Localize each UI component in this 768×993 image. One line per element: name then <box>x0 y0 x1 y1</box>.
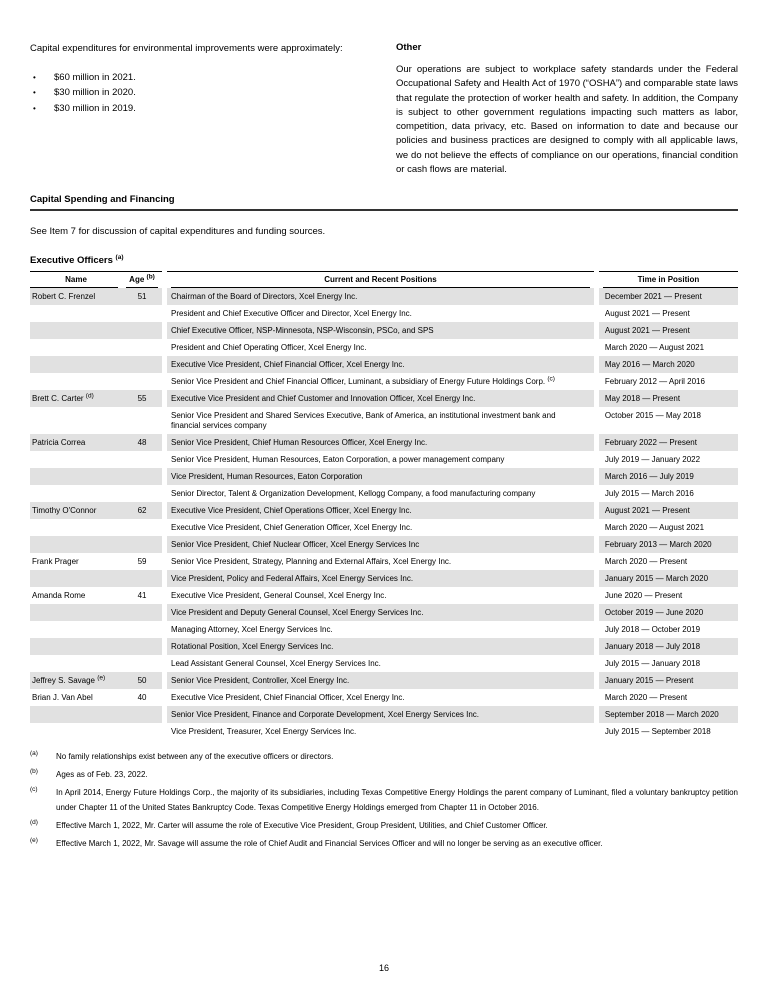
footnote-text: In April 2014, Energy Future Holdings Corp., the majority of its subsidiaries, including Texas Competitive Energy Holdings the parent company of Luminant, filed a voluntary bankruptcy petition under Chapter 11 of the United States Bankruptcy Code. Texas Competitive Energy Holdings emerged from Chapter 11 in October 2016. <box>56 788 738 813</box>
officer-table-row <box>30 434 738 451</box>
officer-name-cell <box>30 288 122 305</box>
officer-age-cell: 48 <box>122 434 164 451</box>
officer-age-cell: 62 <box>122 502 164 519</box>
officer-name-cell <box>30 356 122 373</box>
bullet-icon: • <box>33 103 36 113</box>
officer-age-cell <box>122 706 164 723</box>
officer-table-row <box>30 322 738 339</box>
officer-age-cell <box>122 373 164 390</box>
officer-position: Senior Vice President, Strategy, Planning and External Affairs, Xcel Energy Inc. <box>171 556 452 566</box>
officer-table-row <box>30 638 738 655</box>
officer-time-cell: August 2021 — Present <box>596 305 738 322</box>
officer-age-cell: 51 <box>122 288 164 305</box>
officer-name-cell <box>30 485 122 502</box>
officer-table-row <box>30 604 738 621</box>
footnote-marker: (a) <box>30 750 38 758</box>
officer-position-cell <box>165 519 597 536</box>
footnote-marker: (b) <box>30 768 38 776</box>
officer-position-cell <box>165 655 597 672</box>
officer-position: Senior Director, Talent & Organization Development, Kellogg Company, a food manufacturing company <box>171 488 536 498</box>
officer-name-footnote-ref: (e) <box>97 674 106 682</box>
column-header-age-text: Age <box>129 275 145 285</box>
officer-table-row <box>30 305 738 322</box>
other-section-column <box>396 42 738 177</box>
officer-position: Executive Vice President, Chief Financial Officer, Xcel Energy Inc. <box>171 359 405 369</box>
officer-time-cell: August 2021 — Present <box>596 322 738 339</box>
officer-position-cell <box>165 288 597 305</box>
officer-name-cell <box>30 621 122 638</box>
officer-position: Senior Vice President, Controller, Xcel Energy Inc. <box>171 675 350 685</box>
officer-time-cell: July 2015 — January 2018 <box>596 655 738 672</box>
officer-age-cell <box>122 451 164 468</box>
officer-position-cell <box>165 638 597 655</box>
officer-position-cell <box>165 356 597 373</box>
officer-position-cell <box>165 536 597 553</box>
column-header-age <box>122 272 164 289</box>
bullet-item <box>30 70 370 85</box>
table-header-row <box>30 272 738 289</box>
officer-position-cell <box>165 305 597 322</box>
bullet-text: $30 million in 2020. <box>54 87 136 99</box>
officer-position-cell <box>165 570 597 587</box>
officer-table-row <box>30 723 738 740</box>
officer-table-row <box>30 519 738 536</box>
officer-time-cell: June 2020 — Present <box>596 587 738 604</box>
officer-age-cell <box>122 485 164 502</box>
officer-name: Brett C. Carter <box>32 393 86 403</box>
officer-name-cell <box>30 536 122 553</box>
officer-time-cell: January 2018 — July 2018 <box>596 638 738 655</box>
officer-time-cell: February 2012 — April 2016 <box>596 373 738 390</box>
officer-age-cell <box>122 723 164 740</box>
table-header <box>30 272 738 289</box>
officer-time-cell: March 2020 — Present <box>596 689 738 706</box>
officer-position-cell <box>165 604 597 621</box>
officer-position-cell <box>165 485 597 502</box>
officer-name-cell <box>30 322 122 339</box>
officer-position-footnote-ref: (c) <box>547 375 555 383</box>
bullet-icon: • <box>33 88 36 98</box>
table-body <box>30 288 738 740</box>
footnote-marker: (c) <box>30 786 38 794</box>
officer-age-cell <box>122 322 164 339</box>
officer-position: Senior Vice President and Shared Services Executive, Bank of America, an institutional investment bank and financial services company <box>171 410 556 430</box>
officer-time-cell: July 2019 — January 2022 <box>596 451 738 468</box>
footnote-marker: (e) <box>30 837 38 845</box>
officer-table-row <box>30 468 738 485</box>
bullet-text: $30 million in 2019. <box>54 102 136 114</box>
officer-time-cell: January 2015 — Present <box>596 672 738 689</box>
officer-age-cell <box>122 536 164 553</box>
officer-position: Rotational Position, Xcel Energy Services Inc. <box>171 641 334 651</box>
footnote-item <box>30 785 738 815</box>
page-number: 16 <box>378 963 389 973</box>
officer-position: Vice President, Policy and Federal Affairs, Xcel Energy Services Inc. <box>171 573 414 583</box>
officer-position: Executive Vice President, Chief Operations Officer, Xcel Energy Inc. <box>171 505 412 515</box>
officer-name-cell <box>30 373 122 390</box>
officer-name-cell <box>30 655 122 672</box>
officer-position: Vice President and Deputy General Counsel, Xcel Energy Services Inc. <box>171 607 424 617</box>
officer-table-row <box>30 655 738 672</box>
officer-position-cell <box>165 407 597 434</box>
see-item-paragraph: See Item 7 for discussion of capital expenditures and funding sources. <box>30 226 326 238</box>
officer-age-cell <box>122 356 164 373</box>
officer-age-cell: 59 <box>137 556 147 566</box>
officer-time-cell: July 2015 — March 2016 <box>596 485 738 502</box>
officer-name-cell <box>30 587 122 604</box>
capital-expenditures-intro: Capital expenditures for environmental improvements were approximately: <box>30 43 343 54</box>
officer-position-cell <box>165 468 597 485</box>
officer-position: Executive Vice President, Chief Generation Officer, Xcel Energy Inc. <box>171 522 413 532</box>
officer-position-cell <box>165 451 597 468</box>
footnote-item <box>30 767 738 782</box>
officer-time-cell: August 2021 — Present <box>596 502 738 519</box>
officer-position: Executive Vice President, General Counsel, Xcel Energy Inc. <box>171 590 387 600</box>
officer-name-cell <box>30 407 122 434</box>
officer-position: Senior Vice President and Chief Financial Officer, Luminant, a subsidiary of Energy Future Holdings Corp. <box>171 376 548 386</box>
officer-time-cell: February 2022 — Present <box>596 434 738 451</box>
footnote-text: Effective March 1, 2022, Mr. Carter will assume the role of Executive Vice President, Group President, Utilities, and Chief Customer Officer. <box>56 821 548 831</box>
officer-position: Chairman of the Board of Directors, Xcel Energy Inc. <box>171 291 358 301</box>
officer-name-cell <box>30 451 122 468</box>
officer-age-cell <box>122 638 164 655</box>
officer-position: Lead Assistant General Counsel, Xcel Energy Services Inc. <box>171 658 381 668</box>
officer-table-row <box>30 536 738 553</box>
officer-table-row <box>30 485 738 502</box>
officer-name-cell <box>30 519 122 536</box>
officer-name-cell <box>30 570 122 587</box>
officer-age-cell <box>122 339 164 356</box>
officer-age-cell: 41 <box>137 590 147 600</box>
officer-table-row <box>30 339 738 356</box>
officer-position: Senior Vice President, Finance and Corporate Development, Xcel Energy Services Inc. <box>171 709 480 719</box>
officer-table-row <box>30 570 738 587</box>
column-header-time: Time in Position <box>596 272 738 289</box>
officer-age-cell <box>122 570 164 587</box>
column-header-age-footnote-ref: (b) <box>146 273 155 281</box>
officer-position-cell <box>165 553 597 570</box>
executive-officers-heading <box>30 255 738 266</box>
officer-position: Executive Vice President, Chief Financial Officer, Xcel Energy Inc. <box>171 692 405 702</box>
officer-position-cell <box>165 434 597 451</box>
officer-time-cell: February 2013 — March 2020 <box>596 536 738 553</box>
officer-time-cell: July 2015 — September 2018 <box>596 723 738 740</box>
footnotes <box>30 749 738 851</box>
officer-position-cell <box>165 373 597 390</box>
officer-time-cell: September 2018 — March 2020 <box>596 706 738 723</box>
officer-name-cell <box>30 689 122 706</box>
footnote-item <box>30 818 738 833</box>
officer-name-cell <box>30 638 122 655</box>
officer-position-cell <box>165 390 597 407</box>
officer-position: President and Chief Operating Officer, Xcel Energy Inc. <box>171 342 367 352</box>
officer-name-cell <box>30 723 122 740</box>
officer-name-cell <box>30 339 122 356</box>
executive-officers-heading-text: Executive Officers <box>30 255 113 267</box>
officer-table-row <box>30 706 738 723</box>
bullet-item <box>30 101 370 116</box>
officer-position: Senior Vice President, Human Resources, Eaton Corporation, a power management company <box>171 454 505 464</box>
officer-time-cell: March 2020 — August 2021 <box>596 339 738 356</box>
officer-time-cell: January 2015 — March 2020 <box>596 570 738 587</box>
officer-table-row <box>30 451 738 468</box>
officer-name: Jeffrey S. Savage <box>32 675 98 685</box>
officer-name-cell <box>30 468 122 485</box>
capital-expenditures-bullet-list <box>30 70 370 116</box>
capital-expenditures-column <box>30 42 370 177</box>
officer-position-cell <box>165 723 597 740</box>
officer-age-cell <box>122 621 164 638</box>
officer-time-cell: May 2016 — March 2020 <box>596 356 738 373</box>
officer-table-row <box>30 502 738 519</box>
officer-table-row <box>30 689 738 706</box>
other-heading: Other <box>396 42 422 53</box>
officer-position: President and Chief Executive Officer and Director, Xcel Energy Inc. <box>171 308 412 318</box>
footnote-item <box>30 836 738 851</box>
officer-table-row <box>30 373 738 390</box>
officer-time-cell: March 2020 — August 2021 <box>596 519 738 536</box>
officer-name-cell <box>30 604 122 621</box>
officer-table-row <box>30 587 738 604</box>
officer-age-cell <box>122 604 164 621</box>
officer-time-cell: May 2018 — Present <box>596 390 738 407</box>
bullet-icon: • <box>33 73 36 82</box>
officer-position: Vice President, Treasurer, Xcel Energy Services Inc. <box>171 726 357 736</box>
officer-time-cell: March 2016 — July 2019 <box>596 468 738 485</box>
officer-table-row <box>30 390 738 407</box>
officer-position: Senior Vice President, Chief Nuclear Officer, Xcel Energy Services Inc <box>171 539 420 549</box>
officer-name: Timothy O'Connor <box>32 505 97 515</box>
column-header-positions: Current and Recent Positions <box>165 272 597 289</box>
officer-name-cell <box>30 390 122 407</box>
top-two-column-section <box>30 42 738 177</box>
officer-table-row <box>30 672 738 689</box>
officer-table-row <box>30 553 738 570</box>
officer-time-cell: October 2019 — June 2020 <box>596 604 738 621</box>
officer-position-cell <box>165 322 597 339</box>
officer-position: Senior Vice President, Chief Human Resources Officer, Xcel Energy Inc. <box>171 437 428 447</box>
officer-position: Vice President, Human Resources, Eaton Corporation <box>171 471 363 481</box>
footnote-marker: (d) <box>30 819 38 827</box>
footnote-text: No family relationships exist between any of the executive officers or directors. <box>56 752 334 762</box>
officer-age-cell <box>122 468 164 485</box>
column-header-name: Name <box>30 272 122 289</box>
officer-position-cell <box>165 587 597 604</box>
officer-position-cell <box>165 672 597 689</box>
officer-position-cell <box>165 621 597 638</box>
other-paragraph: Our operations are subject to workplace safety standards under the Federal Occupational Safety and Health Act of 1970 (“OSHA”) and comparable state laws that regulate the protection of worker health and safety. In addition, the Company is subject to other government regulations impacting such matters as labor, competition, data privacy, etc. Based on information to date and because our policies and business practices are designed to comply with all applicable laws, we do not believe the effects of compliance on our operations, financial condition or cash flows are material. <box>396 64 738 176</box>
officer-time-cell: October 2015 — May 2018 <box>596 407 738 434</box>
officer-time-cell: July 2018 — October 2019 <box>596 621 738 638</box>
officer-name-cell <box>30 502 122 519</box>
officer-table-row <box>30 407 738 434</box>
officer-age-cell <box>122 655 164 672</box>
footnote-text: Effective March 1, 2022, Mr. Savage will assume the role of Chief Audit and Financial Services Officer and will no longer be serving as an executive officer. <box>56 839 603 849</box>
officer-name-cell <box>30 305 122 322</box>
officer-position-cell <box>165 689 597 706</box>
executive-officers-heading-footnote-ref: (a) <box>115 254 124 262</box>
officer-table-row <box>30 356 738 373</box>
bullet-text: $60 million in 2021. <box>54 72 136 83</box>
officer-name-cell <box>30 434 122 451</box>
officer-table-row <box>30 621 738 638</box>
bullet-item <box>30 85 370 100</box>
footnote-item <box>30 749 738 764</box>
officer-name-cell <box>30 553 122 570</box>
capital-spending-heading: Capital Spending and Financing <box>30 194 738 211</box>
officer-name: Robert C. Frenzel <box>32 291 96 301</box>
executive-officers-table <box>30 271 738 740</box>
officer-name-cell <box>30 706 122 723</box>
officer-age-cell: 50 <box>122 672 164 689</box>
officer-age-cell: 40 <box>137 692 147 702</box>
officer-position: Executive Vice President and Chief Customer and Innovation Officer, Xcel Energy Inc. <box>171 393 476 403</box>
officer-time-cell: December 2021 — Present <box>596 288 738 305</box>
officer-position: Chief Executive Officer, NSP-Minnesota, NSP-Wisconsin, PSCo, and SPS <box>171 325 434 335</box>
officer-age-cell <box>122 305 164 322</box>
officer-position-cell <box>165 502 597 519</box>
officer-name: Brian J. Van Abel <box>32 692 93 702</box>
officer-age-cell: 55 <box>122 390 164 407</box>
officer-age-cell <box>122 519 164 536</box>
officer-name-cell <box>30 672 122 689</box>
officer-name: Frank Prager <box>32 556 79 566</box>
officer-position-cell <box>165 706 597 723</box>
officer-name: Patricia Correa <box>32 437 86 447</box>
officer-name: Amanda Rome <box>32 590 86 600</box>
footnote-text: Ages as of Feb. 23, 2022. <box>56 770 148 780</box>
officer-position-cell <box>165 339 597 356</box>
officer-name-footnote-ref: (d) <box>85 392 94 400</box>
officer-table-row <box>30 288 738 305</box>
officer-position: Managing Attorney, Xcel Energy Services Inc. <box>171 624 333 634</box>
officer-time-cell: March 2020 — Present <box>596 553 738 570</box>
officer-age-cell <box>122 407 164 434</box>
